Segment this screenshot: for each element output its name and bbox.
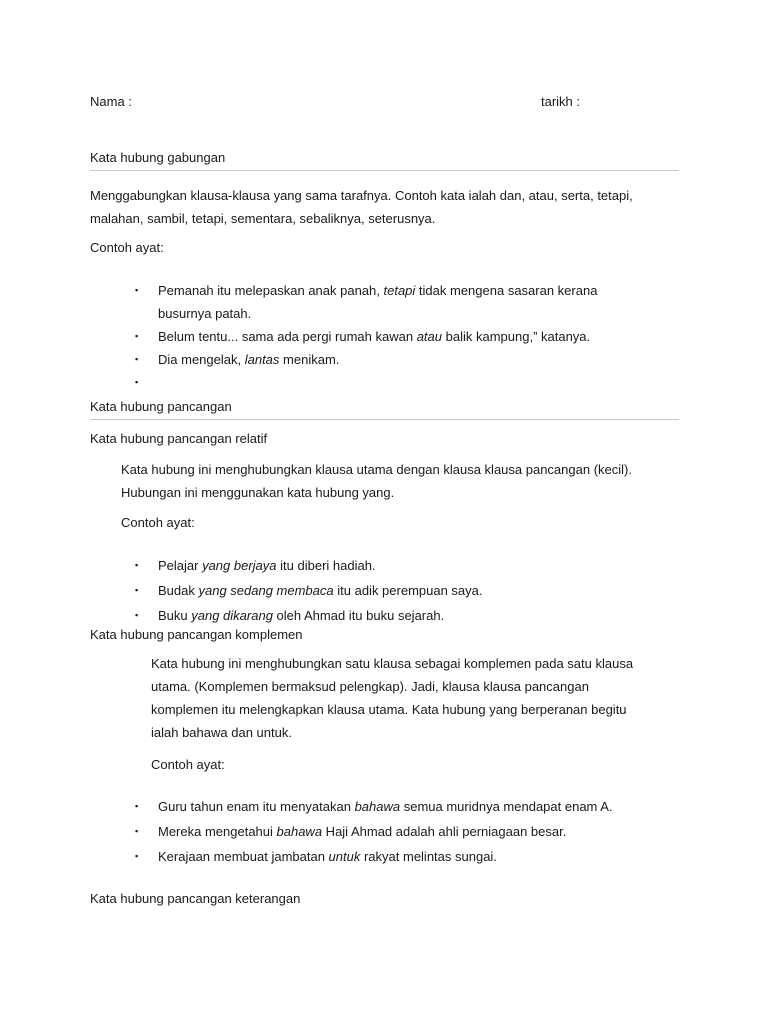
bullet-icon: ▪	[135, 285, 139, 295]
example-conjunction: bahawa	[276, 824, 323, 839]
bullet-icon: ▪	[135, 354, 139, 364]
tarikh-label: tarikh :	[541, 94, 581, 109]
example-conjunction: yang dikarang	[191, 608, 273, 623]
example-text: Belum tentu... sama ada pergi rumah kawan	[158, 329, 417, 344]
example-conjunction: yang berjaya	[202, 558, 277, 573]
heading-rule	[90, 419, 679, 420]
subheading-relatif: Kata hubung pancangan relatif	[90, 431, 268, 446]
list-item	[90, 325, 710, 348]
example-list-gabungan	[90, 279, 710, 394]
list-item	[90, 795, 710, 818]
paragraph-line: Kata hubung ini menghubungkan satu klausa sebagai komplemen pada satu klausa	[151, 656, 634, 671]
example-conjunction: yang sedang membaca	[198, 583, 334, 598]
example-text: oleh Ahmad itu buku sejarah.	[272, 608, 445, 623]
example-conjunction: atau	[416, 329, 443, 344]
bullet-icon: ▪	[135, 826, 139, 836]
bullet-icon: ▪	[135, 801, 139, 811]
example-text: semua muridnya mendapat enam A.	[400, 799, 613, 814]
example-text: itu adik perempuan saya.	[333, 583, 483, 598]
example-text: tidak mengena sasaran kerana	[415, 283, 598, 298]
paragraph-komplemen	[151, 652, 633, 744]
contoh-ayat-label: Contoh ayat:	[151, 757, 225, 772]
example-text: Pemanah itu melepaskan anak panah,	[158, 283, 384, 298]
bullet-icon: ▪	[135, 585, 139, 595]
nama-label: Nama :	[90, 94, 132, 109]
list-item-empty	[90, 371, 710, 394]
example-text: busurnya patah.	[158, 306, 252, 321]
example-text: rakyat melintas sungai.	[360, 849, 497, 864]
list-item	[90, 604, 710, 627]
bullet-icon: ▪	[135, 331, 139, 341]
example-text: Kerajaan membuat jambatan	[158, 849, 329, 864]
section-heading-pancangan: Kata hubung pancangan	[90, 399, 232, 414]
bullet-icon: ▪	[135, 560, 139, 570]
list-item	[90, 845, 710, 868]
bullet-icon: ▪	[135, 377, 139, 387]
example-text: Budak	[158, 583, 199, 598]
example-text: Pelajar	[158, 558, 203, 573]
contoh-ayat-label: Contoh ayat:	[121, 515, 195, 530]
paragraph-line: utama. (Komplemen bermaksud pelengkap). Jadi, klausa klausa pancangan	[151, 679, 589, 694]
example-text: Mereka mengetahui	[158, 824, 277, 839]
subheading-keterangan: Kata hubung pancangan keterangan	[90, 891, 301, 906]
paragraph-relatif	[121, 458, 632, 504]
example-text: itu diberi hadiah.	[276, 558, 376, 573]
example-text: Guru tahun enam itu menyatakan	[158, 799, 355, 814]
heading-rule	[90, 170, 679, 171]
paragraph-gabungan	[90, 184, 633, 230]
example-text: Dia mengelak,	[158, 352, 245, 367]
example-conjunction: bahawa	[354, 799, 401, 814]
contoh-ayat-label: Contoh ayat:	[90, 240, 164, 255]
paragraph-line: komplemen itu melengkapkan klausa utama. Kata hubung yang berperanan begitu	[151, 702, 627, 717]
paragraph-line: Menggabungkan klausa-klausa yang sama tarafnya. Contoh kata ialah dan, atau, serta, tetapi,	[90, 188, 633, 203]
example-text: balik kampung,” katanya.	[442, 329, 591, 344]
bullet-icon: ▪	[135, 851, 139, 861]
list-item	[90, 579, 710, 602]
paragraph-line: Hubungan ini menggunakan kata hubung yang.	[121, 485, 395, 500]
paragraph-line: malahan, sambil, tetapi, sementara, sebaliknya, seterusnya.	[90, 211, 436, 226]
example-text: menikam.	[279, 352, 340, 367]
example-conjunction: tetapi	[383, 283, 416, 298]
example-text: Haji Ahmad adalah ahli perniagaan besar.	[322, 824, 567, 839]
paragraph-line: Kata hubung ini menghubungkan klausa utama dengan klausa klausa pancangan (kecil).	[121, 462, 632, 477]
section-heading-gabungan: Kata hubung gabungan	[90, 150, 226, 165]
list-item	[90, 348, 710, 371]
list-item	[90, 554, 710, 577]
example-text: Buku	[158, 608, 192, 623]
example-conjunction: lantas	[244, 352, 280, 367]
example-list-relatif	[90, 554, 710, 627]
example-conjunction: untuk	[328, 849, 361, 864]
list-item	[90, 820, 710, 843]
list-item	[90, 279, 710, 325]
example-list-komplemen	[90, 795, 710, 868]
subheading-komplemen: Kata hubung pancangan komplemen	[90, 627, 303, 642]
bullet-icon: ▪	[135, 610, 139, 620]
paragraph-line: ialah bahawa dan untuk.	[151, 725, 292, 740]
